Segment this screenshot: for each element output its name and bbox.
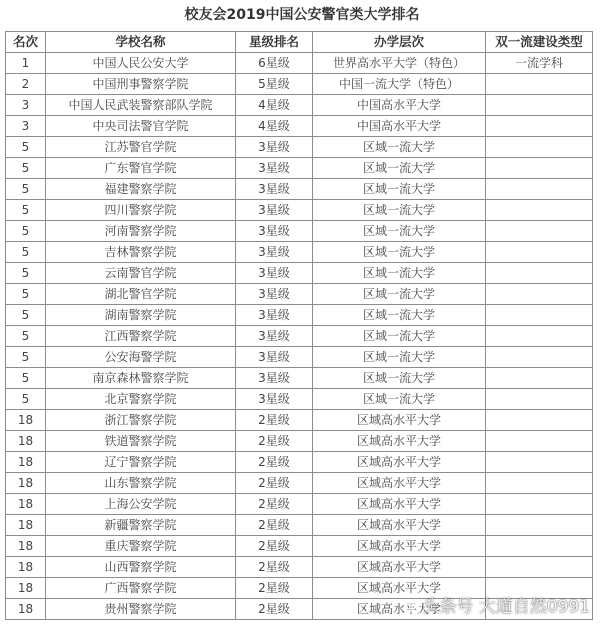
double-first-class-cell [486, 347, 593, 368]
double-first-class-cell [486, 326, 593, 347]
rank-cell: 18 [6, 515, 46, 536]
school-level-cell: 区域高水平大学 [313, 557, 486, 578]
column-header-school-level: 办学层次 [313, 32, 486, 53]
school-level-cell: 世界高水平大学（特色） [313, 53, 486, 74]
double-first-class-cell [486, 473, 593, 494]
school-name-cell: 广西警察学院 [46, 578, 236, 599]
star-rating-cell: 3星级 [236, 137, 313, 158]
school-level-cell: 区域一流大学 [313, 221, 486, 242]
school-level-cell: 区域高水平大学 [313, 473, 486, 494]
double-first-class-cell [486, 200, 593, 221]
star-rating-cell: 3星级 [236, 158, 313, 179]
table-row [6, 452, 593, 473]
star-rating-cell: 2星级 [236, 473, 313, 494]
school-name-cell: 云南警官学院 [46, 263, 236, 284]
school-name-cell: 辽宁警察学院 [46, 452, 236, 473]
school-level-cell: 区域高水平大学 [313, 599, 486, 620]
ranking-table [5, 31, 593, 620]
rank-cell: 5 [6, 158, 46, 179]
table-row [6, 137, 593, 158]
rank-cell: 5 [6, 221, 46, 242]
table-row [6, 431, 593, 452]
double-first-class-cell [486, 557, 593, 578]
rank-cell: 18 [6, 473, 46, 494]
school-name-cell: 贵州警察学院 [46, 599, 236, 620]
school-name-cell: 中国人民武装警察部队学院 [46, 95, 236, 116]
watermark [405, 597, 590, 617]
rank-cell: 5 [6, 179, 46, 200]
double-first-class-cell [486, 536, 593, 557]
school-level-cell: 区域高水平大学 [313, 410, 486, 431]
rank-cell: 5 [6, 347, 46, 368]
page-title: 校友会2019中国公安警官类大学排名 [184, 7, 420, 23]
rank-cell: 5 [6, 389, 46, 410]
star-rating-cell: 2星级 [236, 515, 313, 536]
school-name-cell: 中国人民公安大学 [46, 53, 236, 74]
rank-cell: 5 [6, 200, 46, 221]
double-first-class-cell [486, 452, 593, 473]
double-first-class-cell [486, 578, 593, 599]
star-rating-cell: 6星级 [236, 53, 313, 74]
star-rating-cell: 3星级 [236, 263, 313, 284]
school-name-cell: 浙江警察学院 [46, 410, 236, 431]
school-name-cell: 四川警察学院 [46, 200, 236, 221]
double-first-class-cell [486, 389, 593, 410]
school-name-cell: 湖北警官学院 [46, 284, 236, 305]
school-level-cell: 区域一流大学 [313, 200, 486, 221]
double-first-class-cell [486, 179, 593, 200]
school-level-cell: 区域一流大学 [313, 326, 486, 347]
school-name-cell: 山东警察学院 [46, 473, 236, 494]
star-rating-cell: 3星级 [236, 200, 313, 221]
rank-cell: 3 [6, 95, 46, 116]
school-name-cell: 上海公安学院 [46, 494, 236, 515]
rank-cell: 5 [6, 326, 46, 347]
table-row [6, 263, 593, 284]
star-rating-cell: 2星级 [236, 536, 313, 557]
double-first-class-cell: 一流学科 [486, 53, 593, 74]
double-first-class-cell [486, 95, 593, 116]
double-first-class-cell [486, 158, 593, 179]
rank-cell: 5 [6, 368, 46, 389]
table-row [6, 284, 593, 305]
rank-cell: 18 [6, 431, 46, 452]
column-header-rank: 名次 [6, 32, 46, 53]
school-name-cell: 新疆警察学院 [46, 515, 236, 536]
star-rating-cell: 3星级 [236, 242, 313, 263]
rank-cell: 18 [6, 557, 46, 578]
rank-cell: 2 [6, 74, 46, 95]
star-rating-cell: 3星级 [236, 179, 313, 200]
table-row [6, 95, 593, 116]
school-level-cell: 区域高水平大学 [313, 494, 486, 515]
table-body [6, 53, 593, 620]
double-first-class-cell [486, 74, 593, 95]
school-name-cell: 河南警察学院 [46, 221, 236, 242]
school-level-cell: 区域一流大学 [313, 284, 486, 305]
table-row [6, 494, 593, 515]
school-level-cell: 区域一流大学 [313, 347, 486, 368]
school-name-cell: 北京警察学院 [46, 389, 236, 410]
school-level-cell: 区域一流大学 [313, 368, 486, 389]
column-header-double-first-class: 双一流建设类型 [486, 32, 593, 53]
star-rating-cell: 3星级 [236, 326, 313, 347]
table-header-row [6, 32, 593, 53]
star-rating-cell: 2星级 [236, 599, 313, 620]
table-row [6, 557, 593, 578]
rank-cell: 18 [6, 578, 46, 599]
star-rating-cell: 3星级 [236, 284, 313, 305]
school-name-cell: 南京森林警察学院 [46, 368, 236, 389]
school-level-cell: 区域高水平大学 [313, 431, 486, 452]
table-row [6, 242, 593, 263]
rank-cell: 5 [6, 242, 46, 263]
star-rating-cell: 3星级 [236, 305, 313, 326]
table-row [6, 221, 593, 242]
school-level-cell: 区域一流大学 [313, 179, 486, 200]
rank-cell: 1 [6, 53, 46, 74]
school-name-cell: 江西警察学院 [46, 326, 236, 347]
star-rating-cell: 2星级 [236, 578, 313, 599]
school-level-cell: 区域一流大学 [313, 242, 486, 263]
rank-cell: 5 [6, 263, 46, 284]
double-first-class-cell [486, 410, 593, 431]
school-level-cell: 区域一流大学 [313, 137, 486, 158]
table-row [6, 53, 593, 74]
school-name-cell: 福建警察学院 [46, 179, 236, 200]
rank-cell: 5 [6, 137, 46, 158]
table-row [6, 389, 593, 410]
star-rating-cell: 4星级 [236, 95, 313, 116]
school-level-cell: 区域高水平大学 [313, 452, 486, 473]
table-row [6, 179, 593, 200]
table-row [6, 326, 593, 347]
rank-cell: 18 [6, 599, 46, 620]
star-rating-cell: 3星级 [236, 221, 313, 242]
school-level-cell: 区域高水平大学 [313, 578, 486, 599]
rank-cell: 18 [6, 452, 46, 473]
rank-cell: 5 [6, 284, 46, 305]
school-name-cell: 吉林警察学院 [46, 242, 236, 263]
table-row [6, 200, 593, 221]
double-first-class-cell [486, 242, 593, 263]
table-row [6, 368, 593, 389]
star-rating-cell: 2星级 [236, 410, 313, 431]
school-name-cell: 中国刑事警察学院 [46, 74, 236, 95]
star-rating-cell: 3星级 [236, 368, 313, 389]
table-row [6, 116, 593, 137]
school-name-cell: 山西警察学院 [46, 557, 236, 578]
school-level-cell: 区域高水平大学 [313, 515, 486, 536]
double-first-class-cell [486, 137, 593, 158]
school-name-cell: 重庆警察学院 [46, 536, 236, 557]
table-row [6, 158, 593, 179]
school-level-cell: 区域高水平大学 [313, 536, 486, 557]
table-row [6, 515, 593, 536]
table-row [6, 74, 593, 95]
school-name-cell: 中央司法警官学院 [46, 116, 236, 137]
school-name-cell: 铁道警察学院 [46, 431, 236, 452]
school-name-cell: 广东警官学院 [46, 158, 236, 179]
star-rating-cell: 2星级 [236, 431, 313, 452]
school-level-cell: 区域一流大学 [313, 158, 486, 179]
star-rating-cell: 2星级 [236, 494, 313, 515]
school-level-cell: 区域一流大学 [313, 389, 486, 410]
school-level-cell: 中国一流大学（特色） [313, 74, 486, 95]
double-first-class-cell [486, 431, 593, 452]
star-rating-cell: 5星级 [236, 74, 313, 95]
school-name-cell: 江苏警官学院 [46, 137, 236, 158]
double-first-class-cell [486, 305, 593, 326]
rank-cell: 18 [6, 536, 46, 557]
rank-cell: 18 [6, 410, 46, 431]
double-first-class-cell [486, 116, 593, 137]
star-rating-cell: 4星级 [236, 116, 313, 137]
school-name-cell: 公安海警学院 [46, 347, 236, 368]
double-first-class-cell [486, 368, 593, 389]
school-level-cell: 区域一流大学 [313, 305, 486, 326]
school-name-cell: 湖南警察学院 [46, 305, 236, 326]
column-header-star-rating: 星级排名 [236, 32, 313, 53]
table-row [6, 578, 593, 599]
table-row [6, 536, 593, 557]
star-rating-cell: 2星级 [236, 557, 313, 578]
star-rating-cell: 3星级 [236, 389, 313, 410]
column-header-school-name: 学校名称 [46, 32, 236, 53]
star-rating-cell: 2星级 [236, 452, 313, 473]
double-first-class-cell [486, 221, 593, 242]
table-row [6, 305, 593, 326]
watermark-text: 头条号 大道自然0991 [422, 597, 590, 617]
rank-cell: 18 [6, 494, 46, 515]
school-level-cell: 中国高水平大学 [313, 116, 486, 137]
rank-cell: 3 [6, 116, 46, 137]
table-row [6, 347, 593, 368]
double-first-class-cell [486, 263, 593, 284]
table-row [6, 410, 593, 431]
double-first-class-cell [486, 494, 593, 515]
school-level-cell: 区域一流大学 [313, 263, 486, 284]
double-first-class-cell [486, 284, 593, 305]
school-level-cell: 中国高水平大学 [313, 95, 486, 116]
double-first-class-cell [486, 515, 593, 536]
toutiao-logo-icon [405, 601, 419, 613]
table-row [6, 473, 593, 494]
star-rating-cell: 3星级 [236, 347, 313, 368]
rank-cell: 5 [6, 305, 46, 326]
